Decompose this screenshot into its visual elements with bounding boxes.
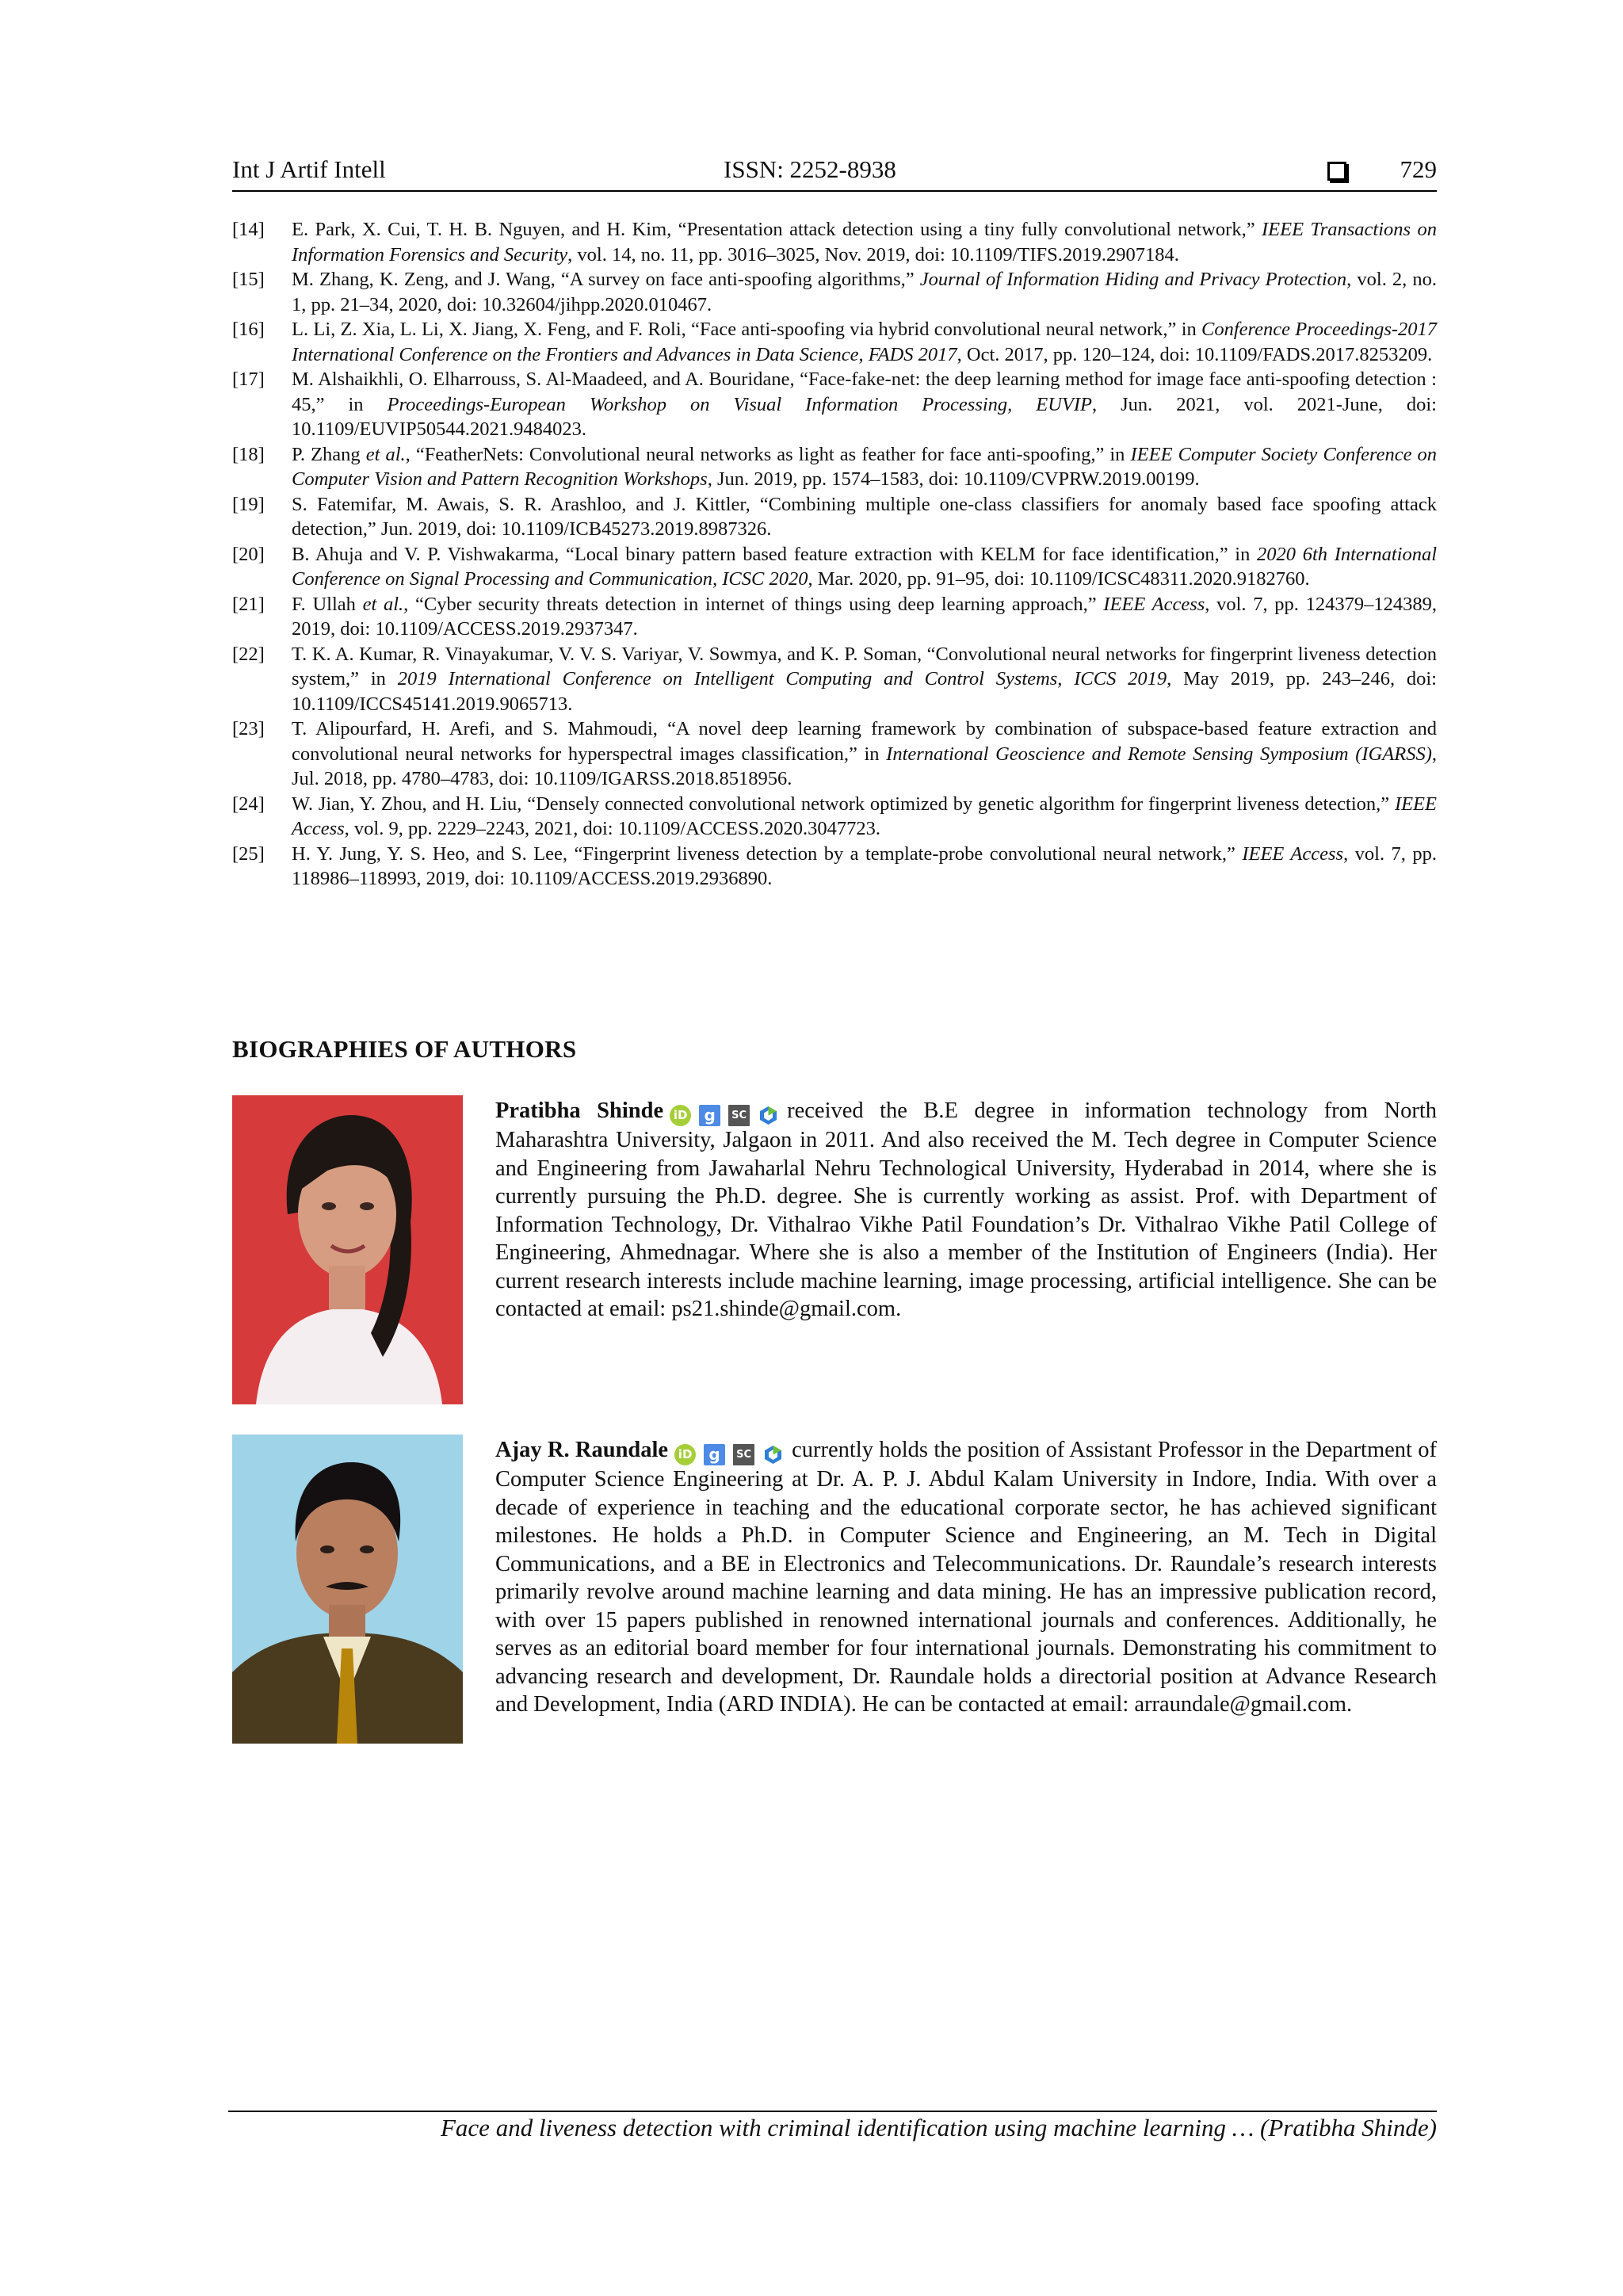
reference-item [232, 367, 1437, 442]
author-bio [495, 1097, 1437, 1324]
publons-icon[interactable] [758, 1105, 779, 1126]
reference-item [232, 542, 1437, 592]
reference-item [232, 317, 1437, 367]
reference-text: L. Li, Z. Xia, L. Li, X. Jiang, X. Feng, and F. Roli, “Face anti-spoofing via hybrid convolutional neural network,” in Conference Proceedings-2017 International Conference on the Frontiers and Advances in Data Science, FADS 2017, Oct. 2017, pp. 120–124, doi: 10.1109/FADS.2017.8253209. [292, 319, 1438, 365]
square-bullet-icon [1327, 162, 1346, 181]
google-scholar-icon[interactable]: g [704, 1444, 725, 1465]
reference-item [232, 592, 1437, 642]
author-bio-text: received the B.E degree in information technology from North Maharashtra University, Jalgaon in 2011. And also received the M. Tech degree in Computer Science and Engineering from Jawaharlal Nehru Technological University, Hyderabad in 2014, where she is currently pursuing the Ph.D. degree. She is currently working as assist. Prof. with Department of Information Technology, Dr. Vithalrao Vikhe Patil Foundation’s Dr. Vithalrao Vikhe Patil College of Engineering, Ahmednagar. Where she is also a member of the Institution of Engineers (India). Her current research interests include machine learning, image processing, artificial intelligence. She can be contacted at email: ps21.shinde@gmail.com. [495, 1098, 1438, 1322]
reference-number: [21] [232, 593, 265, 615]
author-bio-text: currently holds the position of Assistant Professor in the Department of Computer Science Engineering at Dr. A. P. J. Abdul Kalam University in Indore, India. With over a decade of experience in teaching and the educational corporate sector, he has achieved significant milestones. He holds a Ph.D. in Computer Science and Engineering, an M. Tech in Digital Communications, and a BE in Electronics and Telecommunications. Dr. Raundale’s research interests primarily revolve around machine learning and data mining. He has an impressive publication record, with over 15 papers published in renowned international journals and conferences. Additionally, he serves as an editorial board member for four international journals. Demonstrating his commitment to advancing research and development, Dr. Raundale holds a directorial position at Advance Research and Development, India (ARD INDIA). He can be contacted at email: arraundale@gmail.com. [495, 1438, 1438, 1717]
page-number: 729 [1400, 155, 1437, 183]
orcid-icon[interactable]: iD [674, 1444, 696, 1465]
reference-text: P. Zhang et al., “FeatherNets: Convolutional neural networks as light as feather for face anti-spoofing,” in IEEE Computer Society Conference on Computer Vision and Pattern Recognition Workshops, Jun. 2019, pp. 1574–1583, doi: 10.1109/CVPRW.2019.00199. [292, 443, 1438, 490]
author-photo [232, 1435, 463, 1744]
publons-icon[interactable] [762, 1444, 784, 1465]
reference-item [232, 267, 1437, 317]
author-bio [495, 1436, 1437, 1719]
reference-text: W. Jian, Y. Zhou, and H. Liu, “Densely connected convolutional network optimized by genetic algorithm for fingerprint liveness detection,” IEEE Access, vol. 9, pp. 2229–2243, 2021, doi: 10.1109/ACCESS.2020.3047723. [292, 793, 1437, 839]
reference-number: [20] [232, 543, 265, 565]
reference-number: [16] [232, 319, 265, 340]
author-photo [232, 1095, 463, 1404]
reference-item [232, 792, 1437, 842]
reference-text: B. Ahuja and V. P. Vishwakarma, “Local binary pattern based feature extraction with KELM for face identification,” in 2020 6th International Conference on Signal Processing and Communication, ICSC 2020, Mar. 2020, pp. 91–95, doi: 10.1109/ICSC48311.2020.9182760. [292, 543, 1438, 590]
issn: ISSN: 2252-8938 [724, 155, 896, 183]
running-header [232, 155, 1437, 192]
author-profile-icons [674, 1444, 784, 1465]
reference-number: [23] [232, 718, 265, 739]
orcid-icon[interactable]: iD [670, 1105, 691, 1126]
reference-text: M. Zhang, K. Zeng, and J. Wang, “A survey on face anti-spoofing algorithms,” Journal of Information Hiding and Privacy Protection, vol. 2, no. 1, pp. 21–34, 2020, doi: 10.32604/jihpp.2020.010467. [292, 269, 1438, 315]
reference-item [232, 642, 1437, 717]
footer-rule [228, 2111, 1437, 2112]
reference-item [232, 442, 1437, 492]
scopus-icon[interactable]: SC [733, 1444, 754, 1465]
reference-number: [17] [232, 369, 265, 390]
author-profile-icons [670, 1105, 779, 1126]
page-number-group [1327, 155, 1438, 184]
reference-number: [19] [232, 493, 265, 515]
author-portrait-image [232, 1435, 463, 1744]
reference-text: H. Y. Jung, Y. S. Heo, and S. Lee, “Fingerprint liveness detection by a template-probe convolutional neural network,” IEEE Access, vol. 7, pp. 118986–118993, 2019, doi: 10.1109/ACCESS.2019.2936890. [292, 842, 1437, 889]
reference-number: [18] [232, 443, 265, 465]
reference-number: [22] [232, 643, 265, 665]
biographies-heading: BIOGRAPHIES OF AUTHORS [232, 1035, 577, 1063]
reference-item [232, 716, 1437, 792]
scopus-icon[interactable]: SC [728, 1105, 750, 1126]
reference-text: T. Alipourfard, H. Arefi, and S. Mahmoudi, “A novel deep learning framework by combination of subspace-based feature extraction and convolutional neural networks for hyperspectral images classification,” in International Geoscience and Remote Sensing Symposium (IGARSS), Jul. 2018, pp. 4780–4783, doi: 10.1109/IGARSS.2018.8518956. [292, 718, 1437, 789]
reference-list [232, 217, 1437, 892]
reference-item [232, 492, 1437, 542]
reference-number: [15] [232, 269, 265, 290]
journal-name: Int J Artif Intell [232, 155, 386, 183]
reference-number: [14] [232, 219, 265, 240]
author-name: Ajay R. Raundale [495, 1438, 669, 1462]
reference-item [232, 842, 1437, 892]
reference-text: F. Ullah et al., “Cyber security threats detection in internet of things using deep learning approach,” IEEE Access, vol. 7, pp. 124379–124389, 2019, doi: 10.1109/ACCESS.2019.2937347. [292, 593, 1437, 640]
google-scholar-icon[interactable]: g [699, 1105, 720, 1126]
reference-number: [24] [232, 793, 265, 815]
reference-item [232, 217, 1437, 267]
reference-text: S. Fatemifar, M. Awais, S. R. Arashloo, and J. Kittler, “Combining multiple one-class classifiers for anomaly based face spoofing attack detection,” Jun. 2019, doi: 10.1109/ICB45273.2019.8987326. [292, 493, 1437, 540]
reference-text: E. Park, X. Cui, T. H. B. Nguyen, and H. Kim, “Presentation attack detection using a tiny fully convolutional network,” IEEE Transactions on Information Forensics and Security, vol. 14, no. 11, pp. 3016–3025, Nov. 2019, doi: 10.1109/TIFS.2019.2907184. [292, 219, 1437, 266]
reference-number: [25] [232, 842, 265, 865]
author-name: Pratibha Shinde [495, 1098, 664, 1123]
running-footer: Face and liveness detection with criminal identification using machine learning … (Pratibha Shinde) [440, 2114, 1437, 2141]
author-portrait-image [232, 1095, 463, 1404]
reference-text: T. K. A. Kumar, R. Vinayakumar, V. V. S. Variyar, V. Sowmya, and K. P. Soman, “Convolutional neural networks for fingerprint liveness detection system,” in 2019 International Conference on Intelligent Computing and Control Systems, ICCS 2019, May 2019, pp. 243–246, doi: 10.1109/ICCS45141.2019.9065713. [292, 643, 1437, 715]
reference-text: M. Alshaikhli, O. Elharrouss, S. Al-Maadeed, and A. Bouridane, “Face-fake-net: the deep learning method for image face anti-spoofing detection : 45,” in Proceedings-European Workshop on Visual Information Processing, EUVIP, Jun. 2021, vol. 2021-June, doi: 10.1109/EUVIP50544.2021.9484023. [292, 369, 1437, 440]
